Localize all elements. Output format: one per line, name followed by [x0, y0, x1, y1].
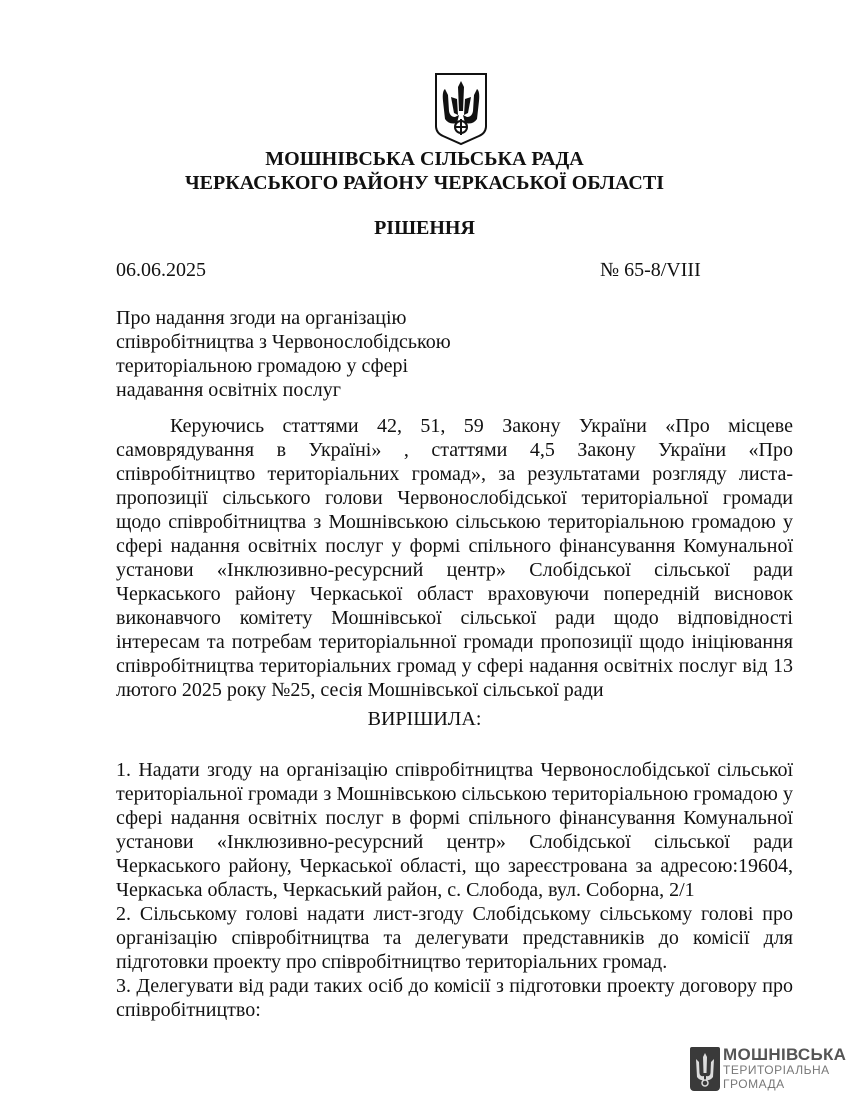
subject-line: Про надання згоди на організацію — [116, 307, 407, 329]
watermark-title: МОШНІВСЬКА — [723, 1045, 847, 1064]
trident-shield-icon — [690, 1047, 720, 1091]
document-type-heading: РІШЕННЯ — [374, 217, 475, 239]
watermark-subtitle-2: ГРОМАДА — [723, 1077, 785, 1091]
resolution-item-1: 1. Надати згоду на організацію співробітництва Червонослобідської сільської територіальної громади з Мошнівською сільською територіальною громадою у сфері надання освітніх послуг в формі спільного фінансування Комунальної установи «Інклюзивно-ресурсний центр» Слобідської сільської ради Черкаського району, Черкаської області, що зареєстрована за адресою:19604, Черкаська область, Черкаський район, с. Слобода, вул. Соборна, 2/1 — [116, 759, 793, 901]
resolution-item-2: 2. Сільському голові надати лист-згоду Слобідському сільському голові про організацію співробітництва та делегувати представників до комісії для підготовки проекту про співробітництво територіальних громад. — [116, 903, 793, 973]
subject-line: надавання освітніх послуг — [116, 379, 341, 401]
watermark-subtitle-1: ТЕРИТОРІАЛЬНА — [723, 1063, 830, 1077]
subject-line: співробітництва з Червонослобідською — [116, 331, 451, 353]
subject-line: територіальною громадою у сфері — [116, 355, 409, 377]
resolution-items — [116, 758, 793, 1022]
council-name: МОШНІВСЬКА СІЛЬСЬКА РАДА — [265, 148, 584, 170]
decision-subject — [116, 306, 516, 402]
community-watermark-logo — [690, 1045, 847, 1093]
preamble-paragraph: Керуючись статтями 42, 51, 59 Закону України «Про місцеве самоврядування в Україні» , статтями 4,5 Закону України «Про співробітництво територіальних громад», за результатами розгляду листа-пропозиції сільського голови Червонослобідської територіальної громади щодо співробітництва з Мошнівською сільською територіальною громадою у сфері надання освітніх послуг у формі спільного фінансування Комунальної установи «Інклюзивно-ресурсний центр» Слобідської сільської ради Черкаського району Черкаської област враховуючи попередній висновок виконавчого комітету Мошнівської сільської ради щодо відповідності інтересам та потребам територіальнної громади пропозиції щодо ініціювання співробітництва територіальних громад у сфері надання освітніх послуг від 13 лютого 2025 року №25, сесія Мошнівської сільської ради — [116, 415, 793, 701]
decision-date: 06.06.2025 — [116, 259, 206, 281]
decision-number: № 65-8/VIII — [600, 259, 701, 281]
resolved-heading: ВИРІШИЛА: — [367, 708, 482, 730]
district-name: ЧЕРКАСЬКОГО РАЙОНУ ЧЕРКАСЬКОЇ ОБЛАСТІ — [184, 172, 665, 194]
ukraine-coat-of-arms-icon — [433, 71, 489, 146]
resolution-item-3: 3. Делегувати від ради таких осіб до комісії з підготовки проекту договору про співробітництво: — [116, 975, 793, 1021]
